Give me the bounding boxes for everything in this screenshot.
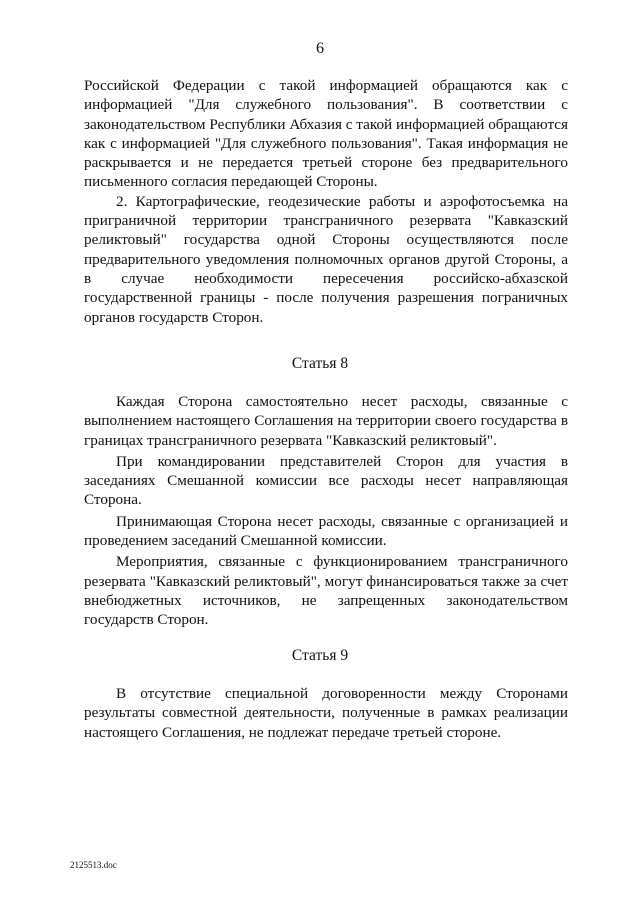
document-file-id: 2125513.doc [70,860,117,870]
article-8-paragraph: Каждая Сторона самостоятельно несет расходы, связанные с выполнением настоящего Соглашения на территории своего государства в границах трансграничного резервата "Кавказский реликтовый". [84,393,568,449]
article-8-paragraph: При командировании представителей Сторон для участия в заседаниях Смешанной комиссии все расходы несет направляющая Сторона. [84,452,568,509]
section-7-continuation [84,76,568,327]
article-9-title: Статья 9 [291,647,349,664]
article-9-body [84,684,568,742]
article-8-body [84,392,568,630]
article-8-paragraph: Мероприятия, связанные с функционированием трансграничного резервата "Кавказский реликтовый", могут финансироваться также за счет внебюджетных источников, не запрещенных законодательством государств Сторон. [84,553,568,629]
article-9-paragraph: В отсутствие специальной договоренности между Сторонами результаты совместной деятельности, полученные в рамках реализации настоящего Соглашения, не подлежат передаче третьей стороне. [84,685,568,741]
paragraph-info-confidentiality: Российской Федерации с такой информацией обращаются как с информацией "Для служебного пользования". В соответствии с законодательством Республики Абхазия с такой информацией обращаются как с информацией "Для служебного пользования". Такая информация не раскрывается и не передается третьей стороне без предварительного письменного согласия передающей Стороны. [84,77,568,191]
paragraph-cartography: 2. Картографические, геодезические работы и аэрофотосъемка на приграничной территории трансграничного резервата "Кавказский реликтовый" государства одной Стороны осуществляются после предварительного уведомления полномочных органов другой Стороны, а в случае необходимости пересечения российско-абхазской государственной границы - после получения разрешения пограничных органов государств Сторон. [84,192,568,326]
article-8-title: Статья 8 [291,355,349,372]
page-number: 6 [316,40,324,57]
article-8-paragraph: Принимающая Сторона несет расходы, связанные с организацией и проведением заседаний Смешанной комиссии. [84,512,568,550]
